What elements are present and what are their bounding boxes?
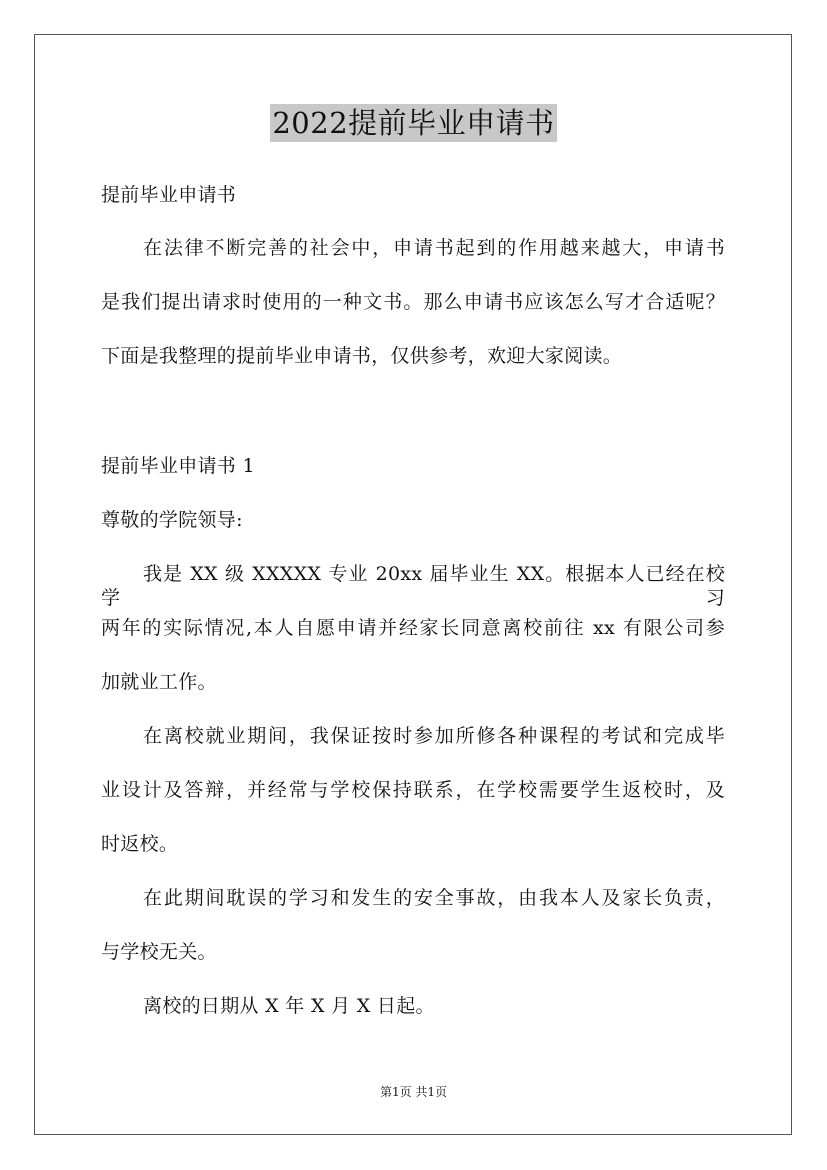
para2-line-2: 业设计及答辩，并经常与学校保持联系，在学校需要学生返校时，及 bbox=[101, 779, 725, 801]
para4-line-1: 离校的日期从 X 年 X 月 X 日起。 bbox=[143, 995, 435, 1017]
intro-line-1: 在法律不断完善的社会中，申请书起到的作用越来越大，申请书 bbox=[143, 237, 725, 259]
salutation: 尊敬的学院领导: bbox=[101, 509, 243, 531]
intro-line-3: 下面是我整理的提前毕业申请书，仅供参考，欢迎大家阅读。 bbox=[101, 345, 623, 367]
para2-line-1: 在离校就业期间，我保证按时参加所修各种课程的考试和完成毕 bbox=[143, 725, 725, 747]
para2-line-3: 时返校。 bbox=[101, 833, 179, 855]
para1-line-1: 我是 XX 级 XXXXX 专业 20xx 届毕业生 XX。根据本人已经在校学习 bbox=[101, 563, 725, 609]
intro-line-2: 是我们提出请求时使用的一种文书。那么申请书应该怎么写才合适呢？ bbox=[101, 291, 725, 313]
subheading: 提前毕业申请书 bbox=[101, 184, 237, 206]
page-number-footer: 第1页 共1页 bbox=[379, 1085, 448, 1099]
para1-line-2: 两年的实际情况,本人自愿申请并经家长同意离校前往 xx 有限公司参 bbox=[101, 617, 725, 639]
para3-line-2: 与学校无关。 bbox=[101, 941, 217, 963]
section-heading: 提前毕业申请书 1 bbox=[101, 455, 255, 477]
title-container bbox=[0, 104, 827, 142]
para3-line-1: 在此期间耽误的学习和发生的安全事故，由我本人及家长负责， bbox=[143, 887, 725, 909]
document-title: 2022提前毕业申请书 bbox=[272, 106, 555, 140]
para1-line-3: 加就业工作。 bbox=[101, 671, 217, 693]
